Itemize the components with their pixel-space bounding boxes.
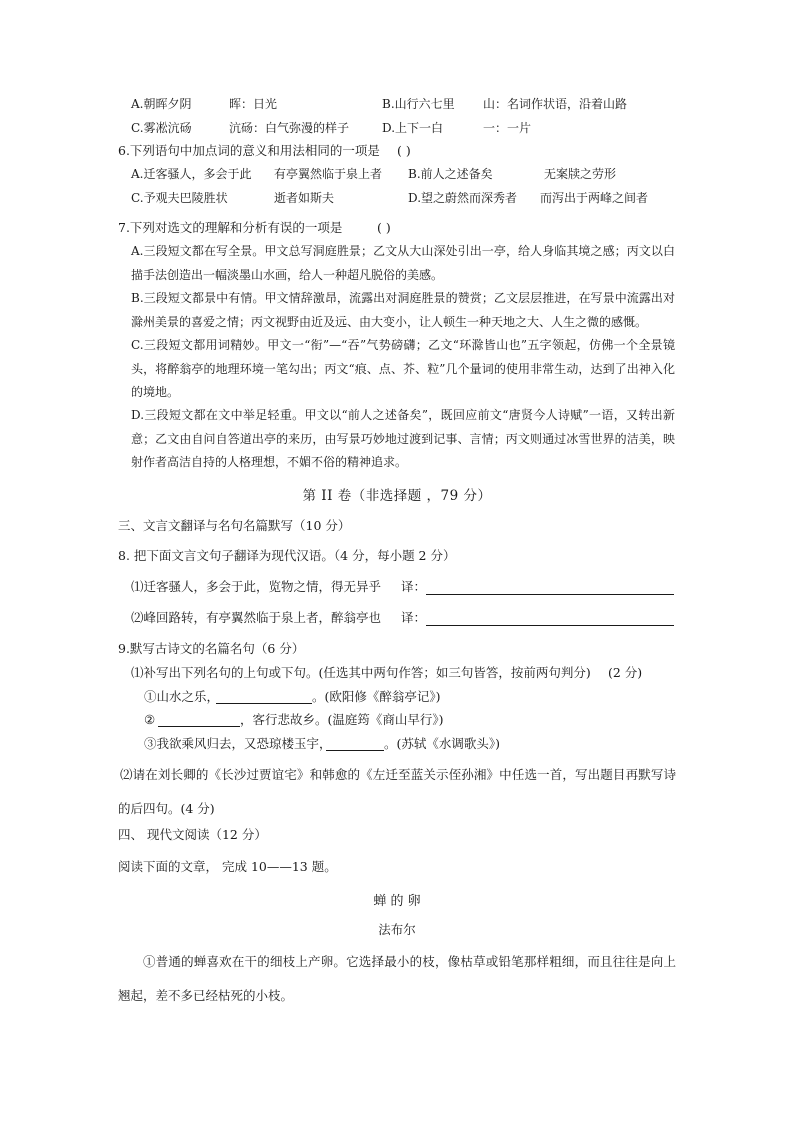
section4-heading: 四、 现代文阅读（12 分） <box>118 827 267 842</box>
q5-option-b-gloss: 山：名词作状语，沿着山路 <box>483 97 628 111</box>
article-author: 法布尔 <box>378 922 416 937</box>
article-paragraph-1: ①普通的蝉喜欢在干的细枝上产卵。它选择最小的枝，像枯草或铅笔那样粗细，而且往往是向上翘起，差不多已经枯死的小枝。 <box>118 954 676 1003</box>
q6-option-b-1: B.前人之述备矣 <box>408 167 493 181</box>
q7-option-a: A.三段短文都在写全景。甲文总写洞庭胜景；乙文从大山深处引出一亭，给人身临其境之感；丙文以白描手法创造出一幅淡墨山水画，给人一种超凡脱俗的美感。 <box>131 244 675 282</box>
q5-option-a-gloss: 晖：日光 <box>229 97 278 111</box>
q6-option-d-1: D.望之蔚然而深秀者 <box>408 191 518 205</box>
q9-line3-end: 。(苏轼《水调歌头》) <box>384 736 501 751</box>
reading-intro: 阅读下面的文章， 完成 10——13 题。 <box>118 859 337 874</box>
q8-item-1-translate-label: 译： <box>401 579 427 594</box>
q9-line3-start: ③我欲乘风归去，又恐琼楼玉宇， <box>144 736 332 751</box>
q9-line2-start: ② <box>144 712 156 727</box>
q7-option-c: C.三段短文都用词精妙。甲文一“衔”—“吞”气势磅礴；乙文“环滁皆山也”五字领起，仿佛一个全景镜头，将醉翁亭的地理环境一笔勾出；丙文“痕、点、芥、粒”几个量词的使用非常生动，达到了出神入化的境地。 <box>131 338 675 399</box>
part2-title: 第 II 卷（非选择题 ，79 分） <box>302 488 492 504</box>
q7-option-b: B.三段短文都景中有情。甲文情辞激昂，流露出对洞庭胜景的赞赏；乙文层层推进，在写景中流露出对滁州美景的喜爱之情；丙文视野由近及远、由大变小，让人顿生一种天地之大、人生之微的感慨。 <box>131 291 675 329</box>
q9-line2-blank[interactable] <box>158 726 240 727</box>
q6-option-c-2: 逝者如斯夫 <box>274 191 335 205</box>
q8-stem: 8. 把下面文言文句子翻译为现代汉语。（4 分，每小题 2 分） <box>118 548 456 563</box>
q8-item-2: ⑵峰回路转，有亭翼然临于泉上者，醉翁亭也 <box>131 610 382 625</box>
q5-option-c: C.雾凇沆砀 <box>131 121 192 135</box>
q9-part1-stem: ⑴补写出下列名句的上句或下句。(任选其中两句作答；如三句皆答，按前两句判分) <box>131 665 591 680</box>
q6-option-c-1: C.予观夫巴陵胜状 <box>131 191 228 205</box>
q5-option-c-gloss: 沆砀：白气弥漫的样子 <box>229 121 350 135</box>
q8-item-2-answer-line[interactable] <box>426 625 674 626</box>
q9-line1-start: ①山水之乐， <box>144 689 220 704</box>
article-title: 蝉 的 卵 <box>373 894 421 909</box>
q9-stem: 9.默写古诗文的名篇名句（6 分） <box>118 641 305 656</box>
q7-option-d: D.三段短文都在文中举足轻重。甲文以“前人之述备矣”，既回应前文“唐贤今人诗赋”一语，又转出新意；乙文由自问自答道出亭的来历，由写景巧妙地过渡到记事、言情；丙文则通过冰雪世界的洁美，映射作者高洁自持的人格理想，不媚不俗的精神追求。 <box>131 408 675 469</box>
q6-option-a-2: 有亭翼然临于泉上者 <box>274 167 383 181</box>
q9-part2: ⑵请在刘长卿的《长沙过贾谊宅》和韩愈的《左迁至蓝关示侄孙湘》中任选一首，写出题目再默写诗的后四句。(4 分) <box>118 767 676 816</box>
q5-option-d: D.上下一白 <box>382 121 444 135</box>
q5-option-d-gloss: 一：一片 <box>483 121 532 135</box>
q8-item-2-translate-label: 译： <box>401 610 427 625</box>
q9-line3-blank[interactable] <box>326 750 384 751</box>
q9-line1-blank[interactable] <box>216 703 312 704</box>
q9-part1-score: (2 分) <box>608 665 643 680</box>
q5-option-a: A.朝晖夕阴 <box>131 97 192 111</box>
q9-line1-end: 。(欧阳修《醉翁亭记》) <box>312 689 441 704</box>
q6-answer-paren: ( ) <box>397 143 411 158</box>
q8-item-1-answer-line[interactable] <box>426 594 674 595</box>
q6-option-a-1: A.迁客骚人，多会于此 <box>131 167 252 181</box>
q6-option-d-2: 而泻出于两峰之间者 <box>540 191 649 205</box>
q8-item-1: ⑴迁客骚人，多会于此，览物之情，得无异乎 <box>131 579 382 594</box>
q6-stem: 6.下列语句中加点词的意义和用法相同的一项是 <box>118 143 380 158</box>
q7-answer-paren: ( ) <box>377 220 391 235</box>
q7-stem: 7.下列对选文的理解和分析有误的一项是 <box>118 220 343 235</box>
q5-option-b: B.山行六七里 <box>382 97 455 111</box>
q9-line2-end: ，客行悲故乡。(温庭筠《商山早行》) <box>240 712 444 727</box>
section3-heading: 三、文言文翻译与名句名篇默写（10 分） <box>118 518 351 533</box>
q6-option-b-2: 无案牍之劳形 <box>544 167 617 181</box>
